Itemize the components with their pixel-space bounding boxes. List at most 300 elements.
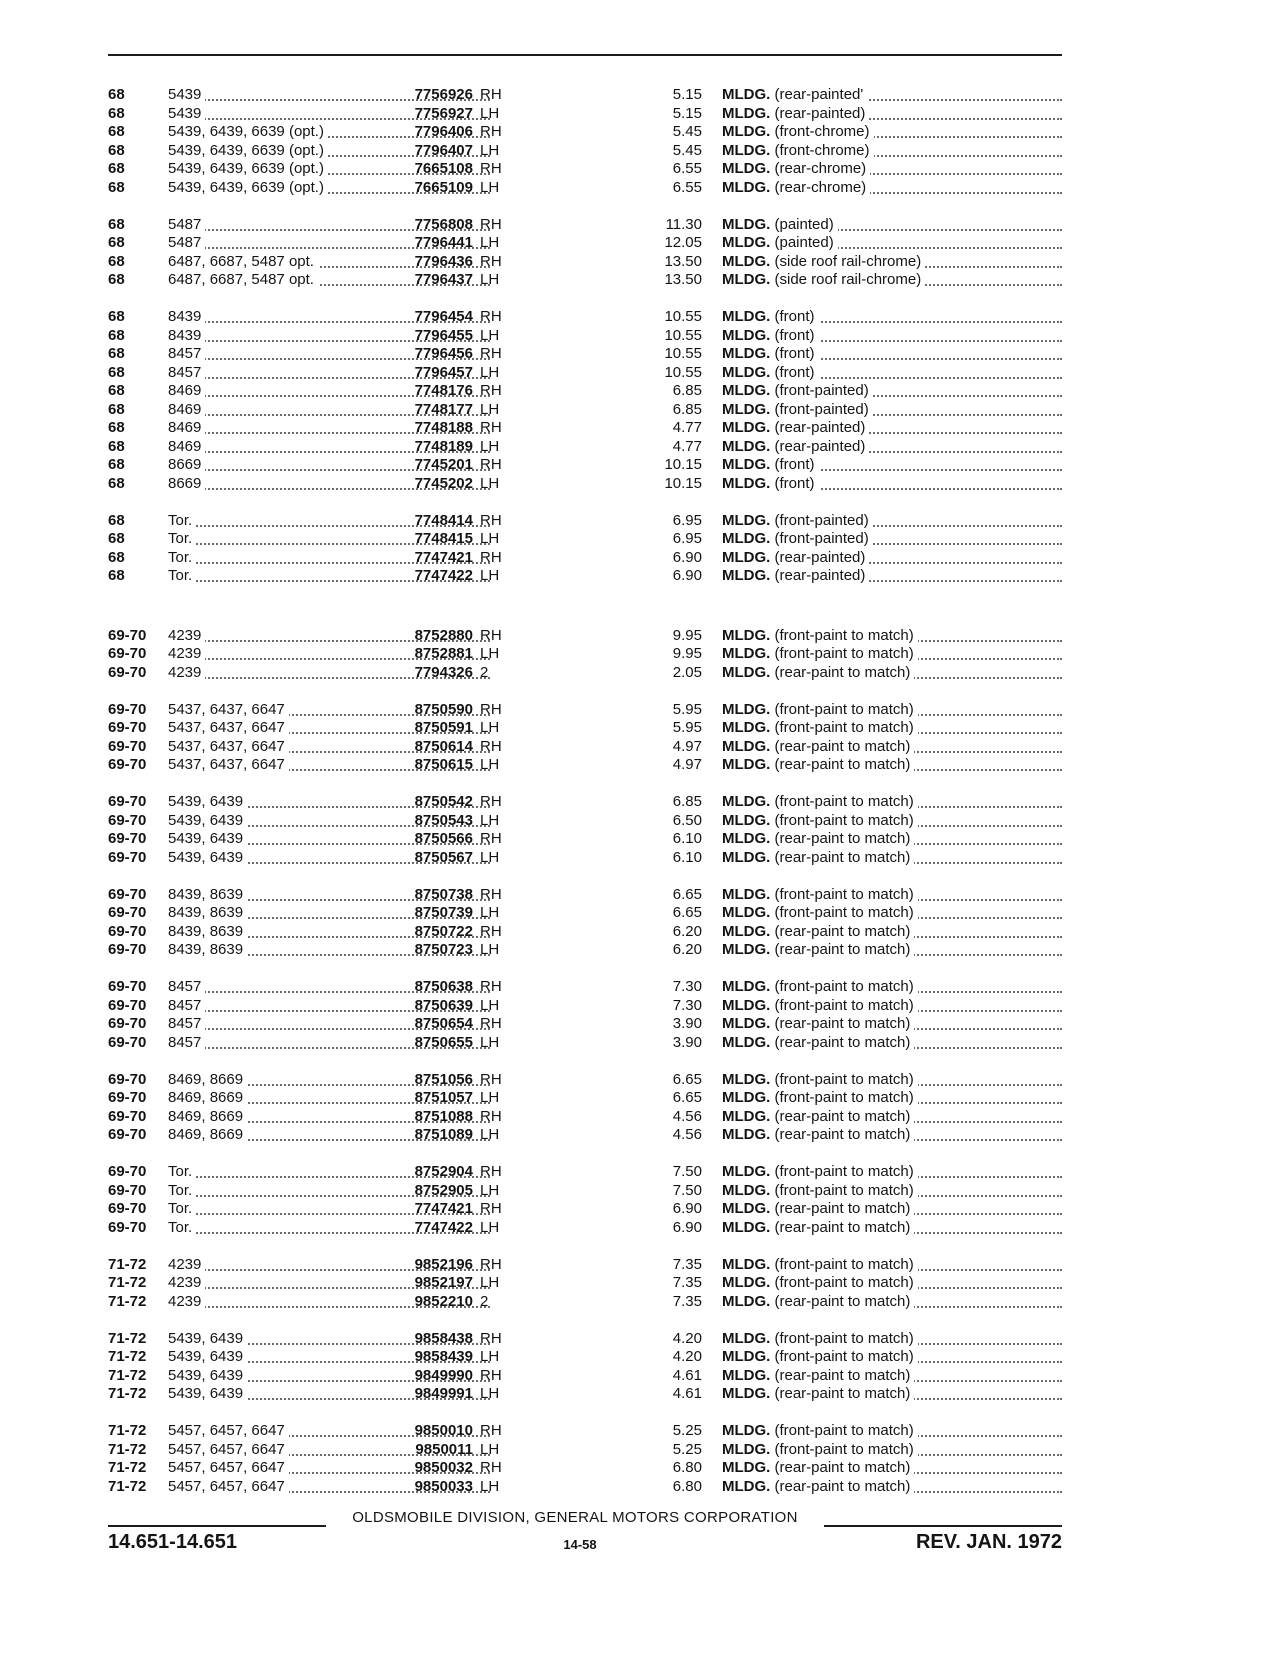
description-label: MLDG. [722,215,771,233]
side: LH [480,400,500,418]
body-style-text: 5439, 6439 [168,1385,247,1402]
description-label: MLDG. [722,141,771,159]
parts-row [108,216,1062,235]
model-year: 68 [108,382,125,399]
model-year: 68 [108,271,125,288]
description-label: MLDG. [722,1292,771,1310]
part-number: 9858438 [414,1329,473,1347]
description-detail: (front-paint to match) [774,645,914,662]
description-label: MLDG. [722,1218,771,1236]
parts-list [108,86,1062,1515]
description-label: MLDG. [722,1181,771,1199]
model-year: 71-72 [108,1422,147,1439]
description-detail: (front-paint to match) [774,904,914,921]
description-text [722,1200,914,1217]
parts-row [108,1034,1062,1053]
parts-row [108,86,1062,105]
parts-group [108,1330,1062,1404]
description-detail: (rear-chrome) [774,160,867,177]
description [722,438,1062,457]
description-detail: (front-chrome) [774,123,870,140]
description-text [722,308,819,325]
side: LH [480,1089,500,1106]
price: 6.65 [672,904,702,921]
part-number: 8750615 [414,756,473,773]
price: 6.95 [672,511,702,529]
description [722,941,1062,960]
price: 4.97 [672,756,702,773]
part-number: 8750566 [414,830,473,847]
model-year: 71-72 [108,1477,147,1495]
body-style-text: 8457 [168,1034,205,1051]
description [722,904,1062,923]
description-text [722,756,914,773]
description-text [722,1015,914,1032]
description-detail: (rear-paint to match) [774,1366,911,1384]
body-style-text: 8439, 8639 [168,886,247,903]
description-text [722,1182,918,1199]
description-detail: (front-paint to match) [774,1070,914,1088]
description [722,1348,1062,1367]
description-text [722,1163,918,1180]
description-detail: (side roof rail-chrome) [774,252,922,270]
part-number: 9852196 [414,1255,473,1273]
description-detail: (side roof rail-chrome) [774,271,922,288]
model-year: 69-70 [108,922,147,940]
parts-row [108,1126,1062,1145]
side: LH [480,1126,500,1143]
parts-row [108,1256,1062,1275]
body-style-text: 8469, 8669 [168,1126,247,1143]
parts-row [108,160,1062,179]
description-detail: (front) [774,345,815,362]
body-style-text: 6487, 6687, 5487 opt. [168,253,318,270]
description-detail: (front) [774,363,815,381]
price: 10.55 [664,363,702,381]
price: 3.90 [672,1033,702,1051]
body-style-text: Tor. [168,512,196,529]
parts-group [108,1256,1062,1312]
description-detail: (rear-painted) [774,567,866,584]
description [722,627,1062,646]
description-text [722,1034,914,1051]
description-label: MLDG. [722,1385,771,1402]
description-label: MLDG. [722,1163,771,1180]
model-year: 69-70 [108,719,147,736]
description-text [722,86,867,103]
model-year: 68 [108,104,125,122]
model-year: 68 [108,141,125,159]
price: 6.55 [672,178,702,196]
part-number: 7748177 [414,400,473,418]
description-label: MLDG. [722,737,771,755]
price: 7.35 [672,1274,702,1291]
price: 2.05 [672,663,702,681]
description [722,160,1062,179]
description-text [722,719,918,736]
description-text [722,216,838,233]
description [722,382,1062,401]
model-year: 68 [108,252,125,270]
model-year: 69-70 [108,1107,147,1125]
description [722,1256,1062,1275]
description-text [722,701,918,718]
description [722,645,1062,664]
description [722,308,1062,327]
description [722,1071,1062,1090]
model-year: 68 [108,160,125,177]
parts-row [108,1441,1062,1460]
part-number: 8752881 [414,645,473,662]
description-detail: (front-paint to match) [774,719,914,736]
model-year: 68 [108,400,125,418]
footer-company: OLDSMOBILE DIVISION, GENERAL MOTORS CORPORATION [352,1509,798,1526]
description-detail: (front-paint to match) [774,978,914,995]
part-number: 7756808 [414,215,473,233]
model-year: 69-70 [108,885,147,903]
model-year: 69-70 [108,1126,147,1143]
description-detail: (painted) [774,215,834,233]
part-number: 7748414 [414,511,473,529]
parts-row [108,756,1062,775]
part-number: 7796407 [414,141,473,159]
side: LH [480,234,500,251]
parts-row [108,512,1062,531]
parts-row [108,438,1062,457]
description [722,1478,1062,1497]
description-detail: (front-painted) [774,400,869,418]
body-style-text: 8669 [168,475,205,492]
model-year: 69-70 [108,941,147,958]
description-detail: (front-paint to match) [774,811,914,829]
parts-row [108,401,1062,420]
description-text [722,1126,914,1143]
description-detail: (rear-paint to match) [774,830,911,847]
part-number: 9858439 [414,1348,473,1365]
parts-row [108,1293,1062,1312]
description-text [722,793,918,810]
price: 5.25 [672,1422,702,1439]
body-style-text: 5439, 6439, 6639 (opt.) [168,123,328,140]
body-style-text: Tor. [168,567,196,584]
body-style-text: 5439, 6439 [168,793,247,810]
body-style-text: 5439 [168,105,205,122]
side: RH [480,511,502,529]
description [722,105,1062,124]
description [722,1330,1062,1349]
description-detail: (front-paint to match) [774,1274,914,1291]
side: RH [480,1366,502,1384]
side: RH [480,548,502,566]
description [722,830,1062,849]
side: RH [480,793,502,810]
body-style-text: 8669 [168,456,205,473]
body-style-text: Tor. [168,1163,196,1180]
price: 6.65 [672,885,702,903]
side: LH [480,1477,500,1495]
side: RH [480,1107,502,1125]
body-style-text: 4239 [168,645,205,662]
model-year: 68 [108,363,125,381]
model-year: 69-70 [108,830,147,847]
body-style-text: 5457, 6457, 6647 [168,1459,289,1476]
description-text [722,645,918,662]
price: 5.25 [672,1440,702,1458]
parts-row [108,793,1062,812]
parts-row [108,549,1062,568]
body-style-text: Tor. [168,1182,196,1199]
body-style-text: 8469, 8669 [168,1071,247,1088]
description-label: MLDG. [722,1255,771,1273]
description-label: MLDG. [722,178,771,196]
description-label: MLDG. [722,1477,771,1495]
description [722,234,1062,253]
description-text [722,664,914,681]
parts-row [108,886,1062,905]
body-style-text: 5439, 6439, 6639 (opt.) [168,160,328,177]
description-text [722,1422,918,1439]
part-number: 8750654 [414,1015,473,1032]
description [722,567,1062,586]
price: 6.80 [672,1477,702,1495]
description-text [722,382,873,399]
description-label: MLDG. [722,848,771,866]
description [722,701,1062,720]
description [722,549,1062,568]
description-text [722,1330,918,1347]
description [722,327,1062,346]
part-number: 8750543 [414,811,473,829]
part-number: 9850011 [415,1440,473,1458]
description [722,1126,1062,1145]
parts-row [108,1071,1062,1090]
description-text [722,1459,914,1476]
model-year: 71-72 [108,1385,147,1402]
description-text [722,1385,914,1402]
body-style-text: 5439, 6439 [168,1367,247,1384]
description [722,719,1062,738]
description-detail: (rear-paint to match) [774,941,911,958]
part-number: 9849991 [414,1385,473,1402]
description-text [722,567,869,584]
body-style-text: 4239 [168,664,205,681]
part-number: 9850010 [414,1422,473,1439]
side: LH [480,530,500,547]
side: RH [480,1459,502,1476]
description-text [722,1256,918,1273]
part-number: 7747421 [414,1200,473,1217]
description-label: MLDG. [722,904,771,921]
price: 4.20 [672,1329,702,1347]
description [722,419,1062,438]
parts-row [108,1348,1062,1367]
description [722,664,1062,683]
price: 6.20 [672,922,702,940]
part-number: 7796455 [414,326,473,344]
price: 4.56 [672,1107,702,1125]
side: LH [480,1385,500,1402]
description-text [722,1089,918,1106]
parts-row [108,567,1062,586]
price: 4.20 [672,1348,702,1365]
parts-group [108,308,1062,493]
body-style-text: Tor. [168,1200,196,1217]
part-number: 8750614 [414,737,473,755]
part-number: 7796406 [414,123,473,140]
description-label: MLDG. [722,700,771,718]
side: RH [480,737,502,755]
body-style-text: 8469 [168,382,205,399]
part-number: 7745201 [414,456,473,473]
body-style-text: 4239 [168,1256,205,1273]
price: 7.30 [672,996,702,1014]
description-label: MLDG. [722,530,771,547]
model-year: 69-70 [108,848,147,866]
description-detail: (rear-paint to match) [774,1107,911,1125]
description [722,1422,1062,1441]
model-year: 69-70 [108,811,147,829]
price: 6.85 [672,400,702,418]
description-text [722,978,918,995]
side: LH [480,1440,500,1458]
description-label: MLDG. [722,1126,771,1143]
part-number: 7796437 [414,271,473,288]
description-text [722,364,819,381]
description-text [722,253,925,270]
price: 11.30 [665,215,702,233]
side: LH [480,719,500,736]
description-label: MLDG. [722,626,771,644]
side: LH [480,904,500,921]
model-year: 71-72 [108,1292,147,1310]
body-style-text: 5439, 6439 [168,849,247,866]
parts-row [108,1182,1062,1201]
parts-row [108,234,1062,253]
description [722,512,1062,531]
part-number: 8750590 [414,700,473,718]
parts-row [108,123,1062,142]
body-style-text: 8439, 8639 [168,904,247,921]
price: 10.55 [664,308,702,325]
description [722,1200,1062,1219]
body-style-text: 5439, 6439 [168,1348,247,1365]
description-label: MLDG. [722,419,771,436]
body-style-text: 5439 [168,86,205,103]
parts-row [108,627,1062,646]
description-label: MLDG. [722,474,771,492]
side: LH [480,941,500,958]
description-label: MLDG. [722,1107,771,1125]
model-year: 71-72 [108,1329,147,1347]
description-label: MLDG. [722,252,771,270]
model-year: 68 [108,178,125,196]
description-detail: (front) [774,474,815,492]
price: 5.15 [672,104,702,122]
price: 10.55 [664,326,702,344]
side: LH [480,1348,500,1365]
body-style-text: 8457 [168,978,205,995]
model-year: 71-72 [108,1440,147,1458]
description-text [722,1071,918,1088]
model-year: 68 [108,308,125,325]
model-year: 69-70 [108,645,147,662]
parts-row [108,345,1062,364]
parts-row [108,849,1062,868]
description-label: MLDG. [722,382,771,399]
description-label: MLDG. [722,811,771,829]
parts-row [108,645,1062,664]
body-style-text: 8469 [168,401,205,418]
model-year: 69-70 [108,1070,147,1088]
description-text [722,105,869,122]
parts-group [108,627,1062,683]
description-detail: (rear-chrome) [774,178,867,196]
top-rule [108,54,1062,56]
side: LH [480,141,500,159]
description [722,179,1062,198]
parts-row [108,1200,1062,1219]
description-label: MLDG. [722,1200,771,1217]
model-year: 71-72 [108,1348,147,1365]
parts-group [108,793,1062,867]
parts-row [108,997,1062,1016]
side: RH [480,1015,502,1032]
description-detail: (rear-paint to match) [774,1015,911,1032]
price: 4.61 [672,1385,702,1402]
description-detail: (front-paint to match) [774,700,914,718]
body-style-text: 5439, 6439, 6639 (opt.) [168,179,328,196]
description-text [722,1293,914,1310]
model-year: 68 [108,437,125,455]
side: RH [480,885,502,903]
description-text [722,549,869,566]
price: 4.97 [672,737,702,755]
parts-row [108,1422,1062,1441]
description-label: MLDG. [722,400,771,418]
parts-group [108,512,1062,586]
side: 2 [480,663,489,681]
price: 5.15 [672,86,702,103]
part-number: 7748415 [414,530,473,547]
description [722,364,1062,383]
model-year: 68 [108,86,125,103]
description-detail: (front-paint to match) [774,626,914,644]
side: LH [480,326,500,344]
part-number: 7747422 [414,567,473,584]
parts-row [108,1274,1062,1293]
parts-row [108,419,1062,438]
price: 6.85 [672,793,702,810]
description-text [722,886,918,903]
description-text [722,1478,914,1495]
body-style-text: 5437, 6437, 6647 [168,701,289,718]
description-detail: (front-paint to match) [774,885,914,903]
part-number: 7665109 [414,178,473,196]
side: LH [480,756,500,773]
parts-row [108,1330,1062,1349]
part-number: 9850032 [414,1459,473,1476]
description-detail: (painted) [774,234,834,251]
description-label: MLDG. [722,1033,771,1051]
price: 6.50 [672,811,702,829]
parts-row [108,664,1062,683]
price: 10.15 [664,456,702,473]
description-text [722,438,869,455]
footer-rule-left [108,1525,326,1527]
description-detail: (front-paint to match) [774,1255,914,1273]
body-style-text: 8469 [168,419,205,436]
part-number: 8750638 [414,978,473,995]
